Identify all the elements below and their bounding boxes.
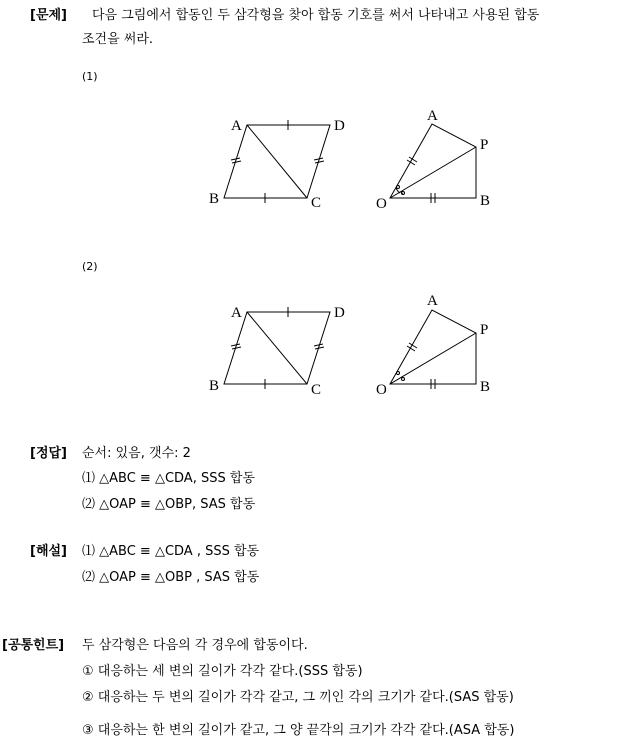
label-C-2: C — [311, 382, 322, 398]
label-O-2: O — [376, 382, 387, 398]
label-D-1: D — [334, 118, 345, 134]
label-A-tri-2: A — [427, 293, 438, 309]
label-A-1: A — [231, 118, 242, 134]
figure-1-triangles — [390, 124, 476, 203]
label-B-tri-2: B — [480, 379, 491, 395]
label-D-2: D — [334, 305, 345, 321]
label-A-2: A — [231, 305, 242, 321]
figure-2-triangles — [390, 310, 476, 389]
hint-line1: 두 삼각형은 다음의 각 경우에 합동이다. — [82, 638, 308, 653]
problem-text-line1: 다음 그림에서 합동인 두 삼각형을 찾아 합동 기호를 써서 나타내고 사용된 합동 — [92, 8, 540, 23]
label-A-tri-1: A — [427, 108, 438, 124]
problem-text-line2: 조건을 써라. — [82, 32, 154, 47]
hint-line3: ② 대응하는 두 변의 길이가 각각 같고, 그 끼인 각의 크기가 같다.(SAS 합동) — [82, 690, 514, 705]
hint-line2: ① 대응하는 세 변의 길이가 각각 같다.(SSS 합동) — [82, 664, 363, 679]
label-P-1: P — [480, 137, 489, 153]
label-O-1: O — [376, 196, 387, 212]
label-P-2: P — [480, 322, 489, 338]
hint-line4: ③ 대응하는 한 변의 길이가 같고, 그 양 끝각의 크기가 각각 같다.(ASA 합동) — [82, 723, 515, 738]
answer-tag: [정답] — [30, 446, 67, 461]
hint-tag: [공통힌트] — [2, 638, 65, 653]
label-B-1: B — [209, 191, 220, 207]
answer-line3: ⑵ △OAP ≡ △OBP, SAS 합동 — [82, 497, 256, 512]
part2-label: (2) — [82, 260, 98, 273]
label-C-1: C — [311, 195, 322, 211]
part1-label: (1) — [82, 70, 98, 83]
answer-line1: 순서: 있음, 갯수: 2 — [82, 446, 191, 461]
problem-tag: [문제] — [30, 8, 67, 23]
label-B-tri-1: B — [480, 193, 491, 209]
explanation-line2: ⑵ △OAP ≡ △OBP , SAS 합동 — [82, 570, 260, 585]
answer-line2: ⑴ △ABC ≡ △CDA, SSS 합동 — [82, 471, 255, 486]
explanation-line1: ⑴ △ABC ≡ △CDA , SSS 합동 — [82, 544, 260, 559]
label-B-2: B — [209, 378, 220, 394]
explanation-tag: [해설] — [30, 544, 67, 559]
